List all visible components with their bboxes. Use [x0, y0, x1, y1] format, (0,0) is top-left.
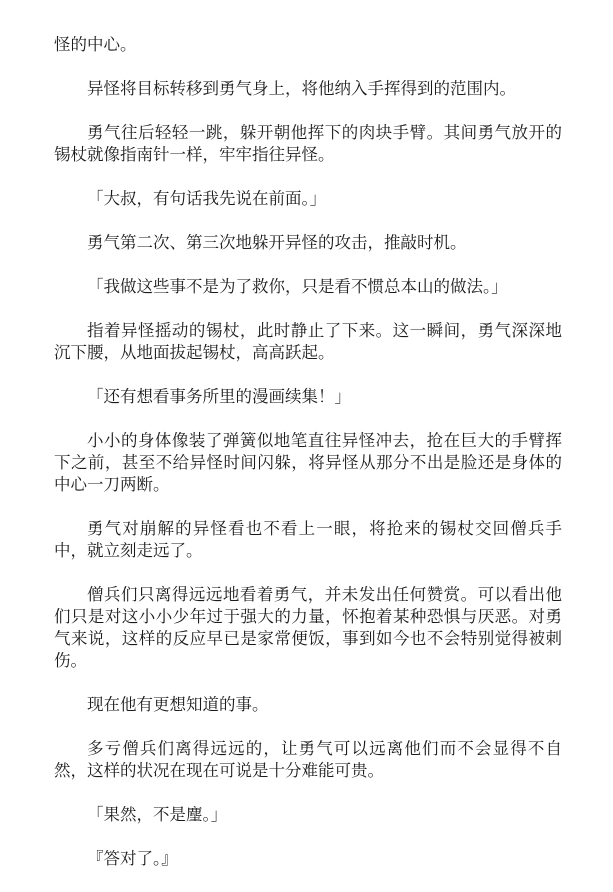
paragraph-6: 「我做这些事不是为了救你，只是看不惯总本山的做法。」 — [87, 277, 508, 296]
paragraph-10: 勇气对崩解的异怪看也不看上一眼，将抢来的锡杖交回僧兵手中，就立刻走远了。 — [54, 519, 562, 560]
paragraph-5: 勇气第二次、第三次地躲开异怪的攻击，推敲时机。 — [87, 233, 467, 252]
paragraph-2: 异怪将目标转移到勇气身上，将他纳入手挥得到的范围内。 — [87, 79, 516, 98]
document-page — [54, 34, 562, 892]
paragraph-15: 『答对了。』 — [87, 849, 178, 868]
paragraph-13: 多亏僧兵们离得远远的，让勇气可以远离他们而不会显得不自然，这样的状况在现在可说是十分难能可贵。 — [54, 739, 562, 780]
paragraph-7: 指着异怪摇动的锡杖，此时静止了下来。这一瞬间，勇气深深地沉下腰，从地面拔起锡杖，高高跃起。 — [54, 321, 562, 362]
paragraph-1: 怪的中心。 — [54, 35, 137, 54]
paragraph-11: 僧兵们只离得远远地看着勇气，并未发出任何赞赏。可以看出他们只是对这小小少年过于强大的力量，怀抱着某种恐惧与厌恶。对勇气来说，这样的反应早已是家常便饭，事到如今也不会特别觉得被刺伤。 — [54, 585, 562, 670]
paragraph-8: 「还有想看事务所里的漫画续集！」 — [87, 387, 351, 406]
paragraph-3: 勇气往后轻轻一跳，躲开朝他挥下的肉块手臂。其间勇气放开的锡杖就像指南针一样，牢牢指往异怪。 — [54, 123, 562, 164]
paragraph-9: 小小的身体像装了弹簧似地笔直往异怪冲去，抢在巨大的手臂挥下之前，甚至不给异怪时间闪躲，将异怪从那分不出是脸还是身体的中心一刀两断。 — [54, 431, 562, 494]
paragraph-4: 「大叔，有句话我先说在前面。」 — [87, 189, 327, 208]
paragraph-14: 「果然，不是麈。」 — [87, 805, 228, 824]
paragraph-12: 现在他有更想知道的事。 — [87, 695, 269, 714]
